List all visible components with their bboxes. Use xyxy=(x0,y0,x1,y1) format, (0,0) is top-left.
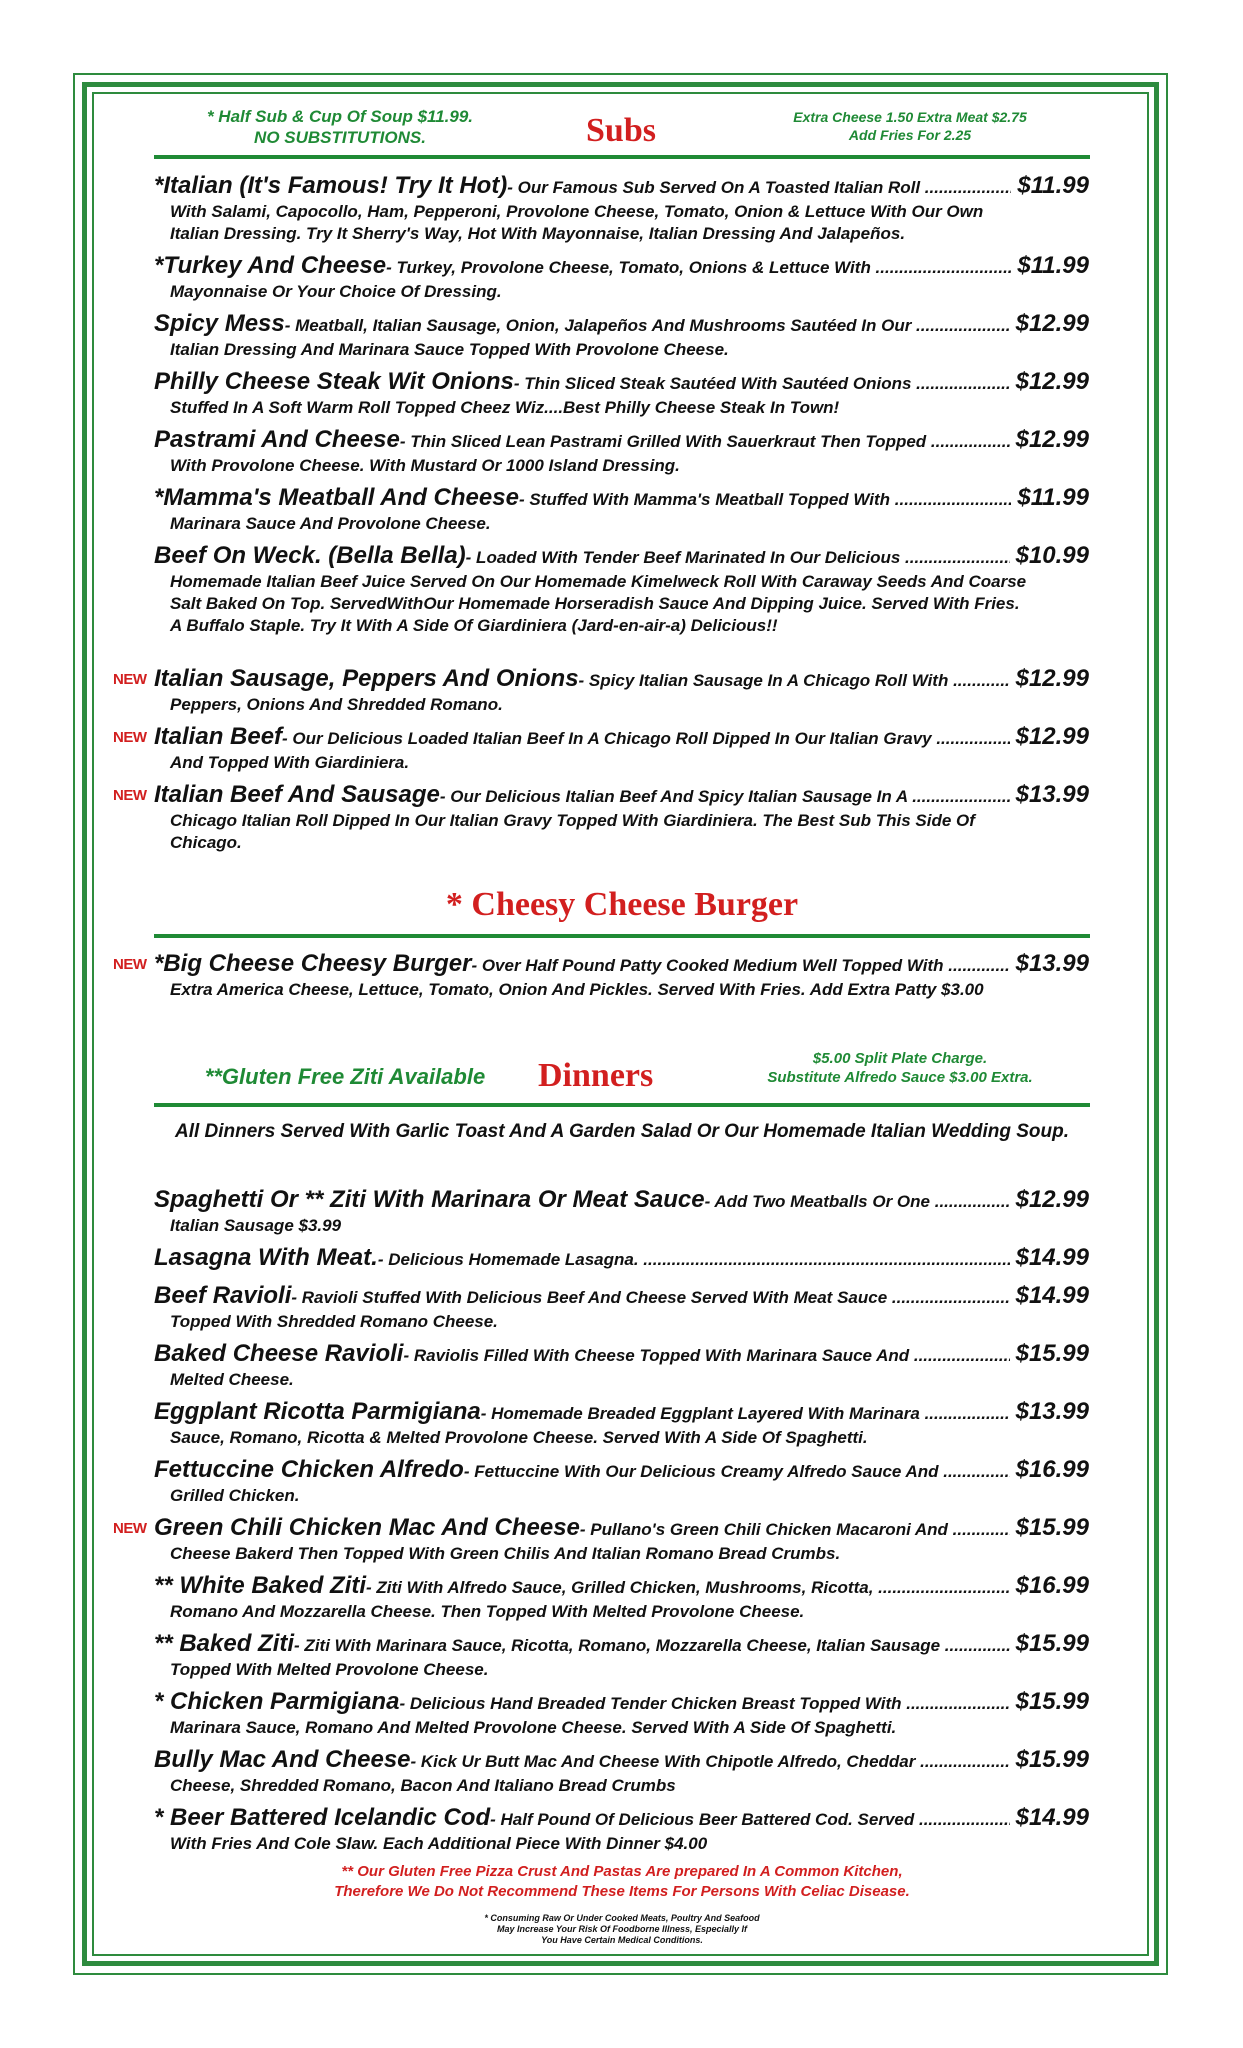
menu-item-headline xyxy=(154,1746,1089,1774)
menu-item-price: $10.99 xyxy=(1015,542,1089,569)
gluten-free-warning-line-2: Therefore We Do Not Recommend These Items For Persons With Celiac Disease. xyxy=(334,1883,910,1900)
menu-item-description-lead: - Ziti With Marinara Sauce, Ricotta, Romano, Mozzarella Cheese, Italian Sausage ..... xyxy=(294,1636,1010,1656)
subs-left-note-line-2: NO SUBSTITUTIONS. xyxy=(254,128,426,147)
menu-item-description: Marinara Sauce And Provolone Cheese. xyxy=(170,514,491,533)
menu-item-description: Sauce, Romano, Ricotta & Melted Provolone Cheese. Served With A Side Of Spaghetti. xyxy=(170,1428,868,1447)
menu-item-description: With Salami, Capocollo, Ham, Pepperoni, Provolone Cheese, Tomato, Onion & Lettuce With Our Own Italian Dressing. Try It Sherry's Way, Hot With Mayonnaise, Italian Dressing And Jalapeños. xyxy=(170,202,984,243)
menu-item-headline xyxy=(154,310,1089,338)
dinners-right-note-line-1: $5.00 Split Plate Charge. xyxy=(812,1050,988,1067)
menu-item-price: $12.99 xyxy=(1015,665,1089,692)
menu-item-name: Beef Ravioli xyxy=(154,1282,292,1309)
menu-item-price: $15.99 xyxy=(1015,1340,1089,1367)
menu-item-description-lead: - Add Two Meatballs Or One ..... xyxy=(705,1192,1010,1212)
new-badge: NEW xyxy=(113,671,147,688)
menu-item-name: Spaghetti Or ** Ziti With Marinara Or Meat Sauce xyxy=(154,1186,705,1213)
menu-item xyxy=(154,1456,1089,1507)
subs-right-note xyxy=(750,108,1070,144)
menu-item xyxy=(154,310,1089,361)
menu-item-name: * Chicken Parmigiana xyxy=(154,1688,400,1715)
subs-right-note-line-2: Add Fries For 2.25 xyxy=(848,127,972,143)
gluten-free-warning-line-1: ** Our Gluten Free Pizza Crust And Pastas Are prepared In A Common Kitchen, xyxy=(341,1863,903,1880)
menu-item-name: *Italian (It's Famous! Try It Hot) xyxy=(154,172,508,199)
menu-item-name: Spicy Mess xyxy=(154,310,285,337)
menu-item-headline xyxy=(154,1282,1089,1310)
menu-item-headline xyxy=(154,1456,1089,1484)
menu-item-name: Beef On Weck. (Bella Bella) xyxy=(154,542,466,569)
menu-item xyxy=(154,781,1089,854)
menu-item-headline xyxy=(154,1688,1089,1716)
menu-item-name: *Big Cheese Cheesy Burger xyxy=(154,950,472,977)
menu-item-description-lead: - Raviolis Filled With Cheese Topped With Marinara Sauce And ..... xyxy=(403,1346,1009,1366)
menu-item-price: $11.99 xyxy=(1017,172,1089,199)
menu-item-description: Peppers, Onions And Shredded Romano. xyxy=(170,695,503,714)
menu-item-price: $12.99 xyxy=(1015,426,1089,453)
menu-item-description-lead: - Our Delicious Loaded Italian Beef In A Chicago Roll Dipped In Our Italian Gravy ..... xyxy=(282,729,1010,749)
menu-item-description: Extra America Cheese, Lettuce, Tomato, Onion And Pickles. Served With Fries. Add Extra Patty $3.00 xyxy=(170,980,984,999)
menu-item-name: Italian Beef xyxy=(154,723,283,750)
menu-item-name: Italian Beef And Sausage xyxy=(154,781,440,808)
menu-item xyxy=(154,484,1089,535)
menu-item-description: Marinara Sauce, Romano And Melted Provolone Cheese. Served With A Side Of Spaghetti. xyxy=(170,1718,897,1737)
menu-item xyxy=(154,1804,1089,1855)
menu-item-headline xyxy=(154,1630,1089,1658)
dinners-intro: All Dinners Served With Garlic Toast And A Garden Salad Or Our Homemade Italian Wedding Soup. xyxy=(174,1121,1070,1142)
menu-item xyxy=(154,1186,1089,1237)
menu-item-headline xyxy=(154,368,1089,396)
menu-item-price: $16.99 xyxy=(1015,1572,1089,1599)
menu-item-name: Pastrami And Cheese xyxy=(154,426,400,453)
menu-item-name: ** Baked Ziti xyxy=(154,1630,295,1657)
menu-item xyxy=(154,252,1089,303)
menu-item xyxy=(154,723,1089,774)
menu-item-headline xyxy=(154,1572,1089,1600)
menu-item-description-lead: - Delicious Hand Breaded Tender Chicken Breast Topped With ..... xyxy=(399,1694,1009,1714)
menu-item-description-lead: - Thin Sliced Lean Pastrami Grilled With Sauerkraut Then Topped ..... xyxy=(400,432,1010,452)
menu-item-name: *Turkey And Cheese xyxy=(154,252,387,279)
menu-item xyxy=(154,1340,1089,1391)
new-badge: NEW xyxy=(113,1520,147,1537)
menu-item-price: $14.99 xyxy=(1015,1244,1089,1271)
menu-item xyxy=(154,1688,1089,1739)
menu-item-description-lead: - Pullano's Green Chili Chicken Macaroni And ..... xyxy=(580,1520,1010,1540)
menu-item-headline xyxy=(154,542,1089,570)
menu-item-headline xyxy=(154,1340,1089,1368)
menu-item-description: Romano And Mozzarella Cheese. Then Topped With Melted Provolone Cheese. xyxy=(170,1602,805,1621)
menu-item-description: Italian Sausage $3.99 xyxy=(170,1216,342,1235)
menu-item-description: Topped With Shredded Romano Cheese. xyxy=(170,1312,498,1331)
menu-item-price: $15.99 xyxy=(1015,1746,1089,1773)
menu-item-name: Baked Cheese Ravioli xyxy=(154,1340,404,1367)
menu-item-description: Melted Cheese. xyxy=(170,1370,294,1389)
menu-item-headline xyxy=(154,1514,1089,1542)
consumer-advisory-line-2: May Increase Your Risk Of Foodborne Illness, Especially If xyxy=(496,1924,748,1934)
menu-item-description-lead: - Thin Sliced Steak Sautéed With Sautéed Onions ..... xyxy=(514,374,1010,394)
menu-item-description-lead: - Spicy Italian Sausage In A Chicago Roll With ..... xyxy=(579,671,1010,691)
new-badge: NEW xyxy=(113,787,147,804)
menu-item-price: $15.99 xyxy=(1015,1688,1089,1715)
subs-rule xyxy=(154,155,1090,159)
menu-item xyxy=(154,950,1089,1001)
menu-item-description: Italian Dressing And Marinara Sauce Topped With Provolone Cheese. xyxy=(170,340,729,359)
consumer-advisory-line-3: You Have Certain Medical Conditions. xyxy=(541,1935,703,1945)
menu-item xyxy=(154,426,1089,477)
dinners-right-note-line-2: Substitute Alfredo Sauce $3.00 Extra. xyxy=(767,1069,1033,1086)
menu-item xyxy=(154,172,1089,245)
menu-item-description-lead: - Over Half Pound Patty Cooked Medium Well Topped With ..... xyxy=(471,956,1009,976)
subs-left-note-line-1: * Half Sub & Cup Of Soup $11.99. xyxy=(206,107,474,126)
menu-item-description: Mayonnaise Or Your Choice Of Dressing. xyxy=(170,282,502,301)
menu-item-price: $14.99 xyxy=(1015,1282,1089,1309)
subs-left-note xyxy=(165,106,515,148)
menu-item-description-lead: - Kick Ur Butt Mac And Cheese With Chipotle Alfredo, Cheddar ..... xyxy=(411,1752,1010,1772)
menu-item-name: ** White Baked Ziti xyxy=(154,1572,367,1599)
menu-item-name: Philly Cheese Steak Wit Onions xyxy=(154,368,514,395)
new-badge: NEW xyxy=(113,956,147,973)
menu-item-name: Italian Sausage, Peppers And Onions xyxy=(154,665,579,692)
menu-item xyxy=(154,1514,1089,1565)
menu-item-price: $14.99 xyxy=(1015,1804,1089,1831)
consumer-advisory xyxy=(154,1913,1090,1946)
menu-item-price: $13.99 xyxy=(1015,1398,1089,1425)
menu-item-description: And Topped With Giardiniera. xyxy=(170,753,410,772)
menu-item-description: With Provolone Cheese. With Mustard Or 1000 Island Dressing. xyxy=(170,456,680,475)
menu-item-price: $12.99 xyxy=(1015,1186,1089,1213)
menu-item xyxy=(154,1572,1089,1623)
menu-item-description-lead: - Our Delicious Italian Beef And Spicy Italian Sausage In A ..... xyxy=(440,787,1010,807)
menu-item-price: $11.99 xyxy=(1017,252,1089,279)
dinners-title: Dinners xyxy=(538,1057,654,1094)
menu-item-headline xyxy=(154,426,1089,454)
menu-item-headline xyxy=(154,1186,1089,1214)
dinners-left-note: **Gluten Free Ziti Available xyxy=(204,1064,486,1089)
menu-item-headline xyxy=(154,484,1089,512)
gluten-free-warning xyxy=(154,1862,1090,1902)
menu-item-price: $12.99 xyxy=(1015,723,1089,750)
menu-item-name: Fettuccine Chicken Alfredo xyxy=(154,1456,464,1483)
menu-item xyxy=(154,1746,1089,1797)
menu-item-description-lead: - Loaded With Tender Beef Marinated In Our Delicious ..... xyxy=(466,548,1010,568)
menu-item-description-lead: - Stuffed With Mamma's Meatball Topped With ..... xyxy=(519,490,1011,510)
menu-item-headline xyxy=(154,1398,1089,1426)
menu-item-name: Green Chili Chicken Mac And Cheese xyxy=(154,1514,580,1541)
menu-item-price: $13.99 xyxy=(1015,781,1089,808)
menu-item-price: $13.99 xyxy=(1015,950,1089,977)
menu-item-description: With Fries And Cole Slaw. Each Additional Piece With Dinner $4.00 xyxy=(170,1834,708,1853)
menu-item-description-lead: - Homemade Breaded Eggplant Layered With Marinara ..... xyxy=(481,1404,1010,1424)
menu-item-description: Stuffed In A Soft Warm Roll Topped Cheez Wiz....Best Philly Cheese Steak In Town! xyxy=(170,398,840,417)
menu-item-name: *Mamma's Meatball And Cheese xyxy=(154,484,519,511)
subs-title: Subs xyxy=(586,112,656,149)
menu-item-name: Eggplant Ricotta Parmigiana xyxy=(154,1398,481,1425)
menu-item-headline xyxy=(154,723,1089,751)
menu-item xyxy=(154,665,1089,716)
menu-item xyxy=(154,368,1089,419)
menu-item-description-lead: - Meatball, Italian Sausage, Onion, Jalapeños And Mushrooms Sautéed In Our ..... xyxy=(285,316,1010,336)
menu-item-headline xyxy=(154,950,1089,978)
menu-item-description: Chicago Italian Roll Dipped In Our Italian Gravy Topped With Giardiniera. The Best Sub This Side Of Chicago. xyxy=(170,811,975,852)
menu-item-description-lead: - Ziti With Alfredo Sauce, Grilled Chicken, Mushrooms, Ricotta, ..... xyxy=(366,1578,1010,1598)
dinners-rule xyxy=(154,1103,1090,1107)
menu-item-description-lead: - Delicious Homemade Lasagna. ..... xyxy=(378,1250,1010,1270)
menu-item-headline xyxy=(154,781,1089,809)
menu-item-description-lead: - Our Famous Sub Served On A Toasted Italian Roll ..... xyxy=(507,178,1011,198)
menu-item-headline xyxy=(154,1244,1089,1272)
menu-item-description-lead: - Fettuccine With Our Delicious Creamy Alfredo Sauce And ..... xyxy=(464,1462,1010,1482)
menu-item-description-lead: - Turkey, Provolone Cheese, Tomato, Onions & Lettuce With ..... xyxy=(386,258,1011,278)
menu-item xyxy=(154,1244,1089,1272)
menu-item-headline xyxy=(154,172,1089,200)
menu-item-description: Homemade Italian Beef Juice Served On Our Homemade Kimelweck Roll With Caraway Seeds And Coarse Salt Baked On Top. ServedWithOur Homemade Horseradish Sauce And Dipping Juice. Served With Fries. A Buffalo Staple. Try It With A Side Of Giardiniera (Jard-en-air-a) Delicious!! xyxy=(170,572,1027,635)
menu-item-headline xyxy=(154,665,1089,693)
menu-item-name: Lasagna With Meat. xyxy=(154,1244,378,1271)
menu-item-price: $12.99 xyxy=(1015,368,1089,395)
menu-item-headline xyxy=(154,1804,1089,1832)
menu-item-price: $11.99 xyxy=(1017,484,1089,511)
subs-right-note-line-1: Extra Cheese 1.50 Extra Meat $2.75 xyxy=(793,109,1027,125)
menu-item xyxy=(154,542,1089,637)
menu-item-description-lead: - Half Pound Of Delicious Beer Battered Cod. Served ..... xyxy=(490,1810,1009,1830)
burger-rule xyxy=(154,934,1090,938)
menu-item-description: Cheese, Shredded Romano, Bacon And Italiano Bread Crumbs xyxy=(170,1776,676,1795)
menu-item-description: Cheese Bakerd Then Topped With Green Chilis And Italian Romano Bread Crumbs. xyxy=(170,1544,841,1563)
menu-item-price: $15.99 xyxy=(1015,1630,1089,1657)
menu-item-price: $16.99 xyxy=(1015,1456,1089,1483)
menu-item xyxy=(154,1630,1089,1681)
menu-item-description-lead: - Ravioli Stuffed With Delicious Beef And Cheese Served With Meat Sauce ..... xyxy=(291,1288,1009,1308)
consumer-advisory-line-1: * Consuming Raw Or Under Cooked Meats, Poultry And Seafood xyxy=(484,1913,760,1923)
menu-item-description: Topped With Melted Provolone Cheese. xyxy=(170,1660,489,1679)
menu-item-headline xyxy=(154,252,1089,280)
menu-item-price: $12.99 xyxy=(1015,310,1089,337)
menu-item-name: * Beer Battered Icelandic Cod xyxy=(154,1804,491,1831)
burger-title: * Cheesy Cheese Burger xyxy=(445,886,799,923)
menu-item-price: $15.99 xyxy=(1015,1514,1089,1541)
menu-item-description: Grilled Chicken. xyxy=(170,1486,300,1505)
dinners-right-note xyxy=(740,1049,1060,1087)
menu-item-name: Bully Mac And Cheese xyxy=(154,1746,411,1773)
menu-item xyxy=(154,1398,1089,1449)
menu-item xyxy=(154,1282,1089,1333)
new-badge: NEW xyxy=(113,729,147,746)
